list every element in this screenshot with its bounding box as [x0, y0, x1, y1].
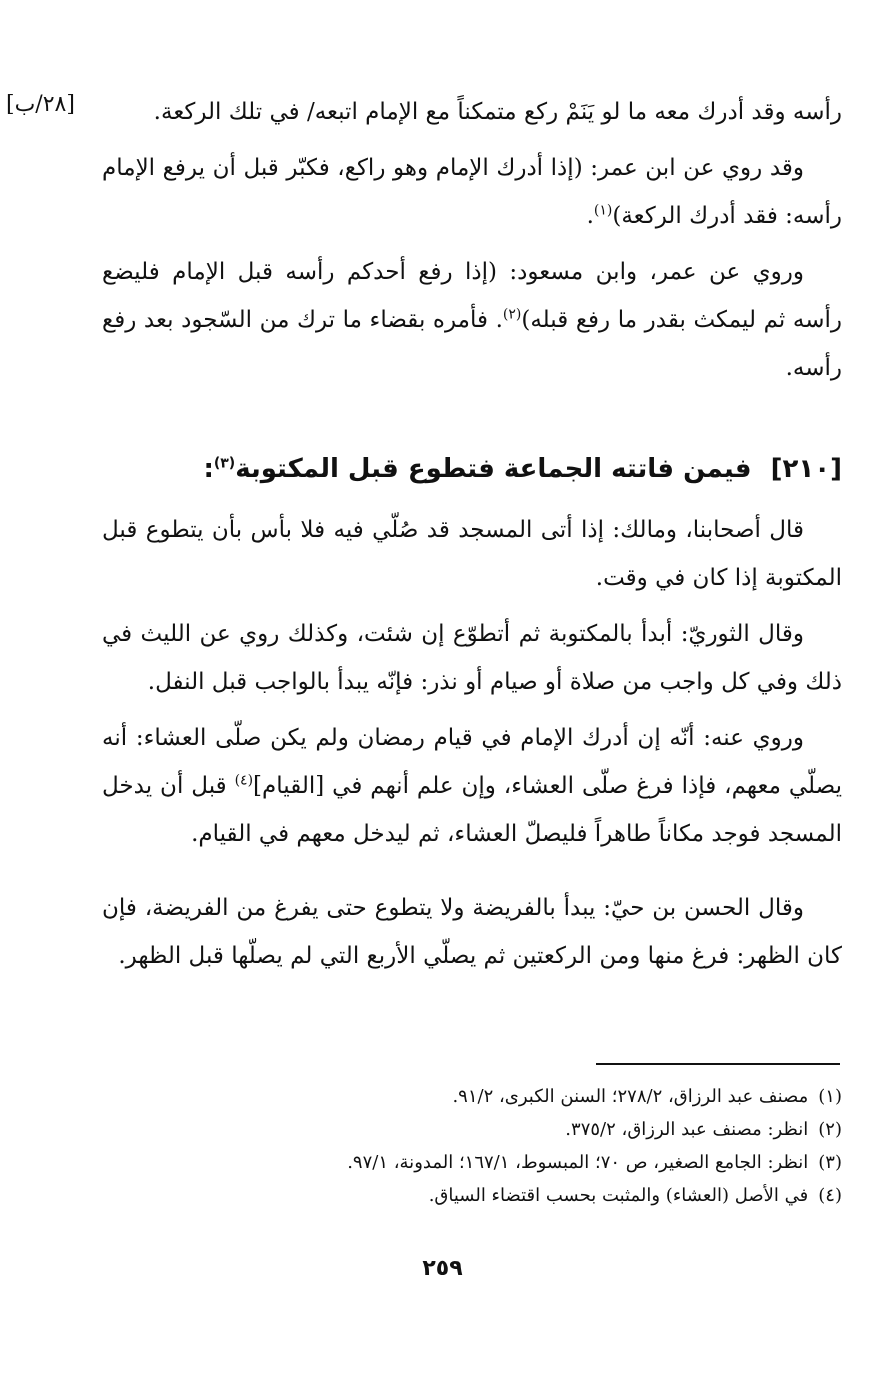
heading-colon: :	[203, 454, 214, 484]
footnote	[200, 1113, 842, 1146]
section-2-text	[102, 506, 842, 980]
paragraph	[102, 610, 842, 706]
paragraph	[102, 714, 842, 858]
section-heading	[200, 445, 842, 493]
paragraph	[102, 884, 842, 980]
paragraph-text: قبل أن يدخل المسجد فوجد مكاناً طاهراً فليصلّ العشاء، ثم ليدخل معهم في القيام.	[102, 773, 842, 847]
footnote-ref: (١)	[593, 202, 613, 219]
section-title: فيمن فاتته الجماعة فتطوع قبل المكتوبة	[235, 454, 752, 484]
footnote-number: (٢)	[818, 1119, 842, 1140]
footnote-text: في الأصل (العشاء) والمثبت بحسب اقتضاء السياق.	[428, 1185, 809, 1206]
paragraph-text: فأمره بقضاء ما ترك من السّجود بعد رفع رأسه.	[102, 307, 842, 381]
section-1-text	[102, 88, 842, 392]
paragraph	[102, 506, 842, 602]
footnote-divider	[596, 1063, 840, 1065]
footnote-ref: (٤)	[234, 772, 254, 789]
footnote-number: (١)	[818, 1086, 842, 1107]
paragraph-text: قال أصحابنا، ومالك: إذا أتى المسجد قد صُلّي فيه فلا بأس بأن يتطوع قبل المكتوبة إذا كان في وقت.	[102, 517, 842, 591]
footnote-text: انظر: الجامع الصغير، ص ٧٠؛ المبسوط، ١٦٧/١؛ المدونة، ٩٧/١.	[347, 1152, 809, 1173]
footnote-ref: (٣)	[213, 455, 236, 472]
page-number: ٢٥٩	[422, 1256, 463, 1281]
footnote	[200, 1080, 842, 1113]
footnote-text: مصنف عبد الرزاق، ٢٧٨/٢؛ السنن الكبرى، ٩١/٢.	[452, 1086, 809, 1107]
paragraph-text: رأسه وقد أدرك معه ما لو يَنَمْ ركع متمكناً مع الإمام اتبعه/ في تلك الركعة.	[153, 99, 842, 125]
footnote-text: انظر: مصنف عبد الرزاق، ٣٧٥/٢.	[565, 1119, 809, 1140]
paragraph-text: وروي عنه: أنّه إن أدرك الإمام في قيام رمضان ولم يكن صلّى العشاء: أنه يصلّي معهم، فإذا فرغ صلّى العشاء، وإن علم أنهم في [القيام]	[102, 725, 843, 799]
paragraph-text: وقال الثوريّ: أبدأ بالمكتوبة ثم أتطوّع إن شئت، وكذلك روي عن الليث في ذلك وفي كل واجب من صلاة أو صيام أو نذر: فإنّه يبدأ بالواجب قبل النفل.	[102, 621, 842, 695]
footnote-ref: (٢)	[502, 306, 522, 323]
paragraph-text: وقد روي عن ابن عمر: (إذا أدرك الإمام وهو راكع، فكبّر قبل أن يرفع الإمام رأسه: فقد أدرك الركعة)	[102, 155, 842, 229]
section-number: [٢١٠]	[770, 454, 842, 484]
paragraph-text: وقال الحسن بن حيّ: يبدأ بالفريضة ولا يتطوع حتى يفرغ من الفريضة، فإن كان الظهر: فرغ منها ومن الركعتين ثم يصلّي الأربع التي لم يصلّها قبل الظهر.	[102, 895, 842, 969]
paragraph	[102, 88, 842, 136]
footnote	[200, 1146, 842, 1179]
footnotes	[200, 1080, 842, 1212]
paragraph: وقد روي عن ابن عمر: (إذا أدرك الإمام وهو راكع، فكبّر قبل أن يرفع الإمام رأسه: فقد أدرك الركعة)$^{(١)}$.	[102, 155, 842, 229]
paragraph: وروي عن عمر، وابن مسعود: (إذا رفع أحدكم رأسه قبل الإمام فليضع رأسه ثم ليمكث بقدر ما رفع قبله)$^{(٢)}$. فأمره بقضاء ما ترك من السّجود بعد رفع رأسه.	[102, 259, 842, 381]
margin-folio-note: [٢٨/ب]	[6, 92, 75, 117]
paragraph-text: وروي عن عمر، وابن مسعود: (إذا رفع أحدكم رأسه قبل الإمام فليضع رأسه ثم ليمكث بقدر ما رفع قبله)	[102, 259, 842, 333]
footnote-number: (٣)	[818, 1152, 842, 1173]
footnote-number: (٤)	[818, 1185, 842, 1206]
footnote	[200, 1179, 842, 1212]
